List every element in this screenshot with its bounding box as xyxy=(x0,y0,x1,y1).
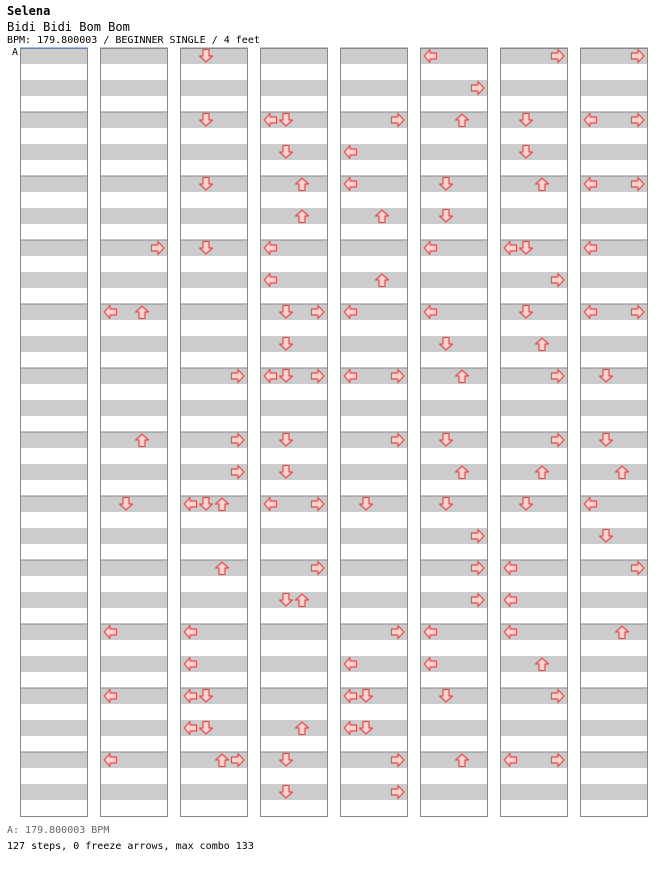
beat-band xyxy=(500,720,568,736)
beat-band xyxy=(260,208,328,224)
beat-band xyxy=(420,208,488,224)
beat-band xyxy=(420,112,488,128)
beat-band xyxy=(100,400,168,416)
beat-band xyxy=(500,656,568,672)
beat-band xyxy=(180,528,248,544)
beat-band xyxy=(20,688,88,704)
beat-band xyxy=(500,176,568,192)
beat-band xyxy=(100,560,168,576)
beat-band xyxy=(180,560,248,576)
beat-band xyxy=(20,656,88,672)
chart-column xyxy=(580,48,648,817)
beat-band xyxy=(20,528,88,544)
beat-band xyxy=(580,528,648,544)
beat-band xyxy=(180,304,248,320)
beat-band xyxy=(100,144,168,160)
beat-band xyxy=(260,528,328,544)
beat-band xyxy=(580,752,648,768)
song-meta: BPM: 179.800003 / BEGINNER SINGLE / 4 feet xyxy=(7,35,260,46)
beat-band xyxy=(340,592,408,608)
chart-column xyxy=(20,48,88,817)
beat-band xyxy=(260,336,328,352)
beat-band xyxy=(20,368,88,384)
beat-band xyxy=(420,272,488,288)
beat-band xyxy=(180,400,248,416)
beat-band xyxy=(500,528,568,544)
beat-band xyxy=(580,400,648,416)
beat-band xyxy=(580,720,648,736)
song-title: Bidi Bidi Bom Bom xyxy=(7,20,130,34)
beat-band xyxy=(100,336,168,352)
beat-band xyxy=(180,112,248,128)
beat-band xyxy=(500,336,568,352)
beat-band xyxy=(20,752,88,768)
beat-band xyxy=(500,784,568,800)
beat-band xyxy=(260,720,328,736)
beat-band xyxy=(260,176,328,192)
step-stats: 127 steps, 0 freeze arrows, max combo 133 xyxy=(7,841,254,852)
beat-band xyxy=(100,464,168,480)
beat-band xyxy=(580,272,648,288)
song-artist: Selena xyxy=(7,4,51,18)
beat-band xyxy=(20,720,88,736)
beat-band xyxy=(420,784,488,800)
chart-column xyxy=(260,48,328,817)
beat-band xyxy=(340,48,408,64)
beat-band xyxy=(20,176,88,192)
beat-band xyxy=(420,432,488,448)
beat-band xyxy=(500,208,568,224)
beat-band xyxy=(260,80,328,96)
beat-band xyxy=(20,400,88,416)
beat-band xyxy=(580,144,648,160)
beat-band xyxy=(420,144,488,160)
beat-band xyxy=(580,432,648,448)
beat-band xyxy=(340,560,408,576)
beat-band xyxy=(20,784,88,800)
beat-band xyxy=(420,752,488,768)
beat-band xyxy=(340,336,408,352)
beat-band xyxy=(180,272,248,288)
beat-band xyxy=(260,48,328,64)
beat-band xyxy=(100,528,168,544)
beat-band xyxy=(420,688,488,704)
beat-band xyxy=(100,432,168,448)
beat-band xyxy=(580,464,648,480)
beat-band xyxy=(180,336,248,352)
beat-band xyxy=(100,80,168,96)
beat-band xyxy=(260,592,328,608)
beat-band xyxy=(20,112,88,128)
beat-band xyxy=(420,464,488,480)
beat-band xyxy=(260,688,328,704)
beat-band xyxy=(340,240,408,256)
bpm-footer: A: 179.800003 BPM xyxy=(7,825,110,836)
beat-band xyxy=(260,144,328,160)
beat-band xyxy=(20,624,88,640)
beat-band xyxy=(580,368,648,384)
beat-band xyxy=(260,400,328,416)
beat-band xyxy=(500,112,568,128)
beat-band xyxy=(420,336,488,352)
beat-band xyxy=(20,272,88,288)
beat-band xyxy=(340,208,408,224)
beat-band xyxy=(20,592,88,608)
beat-band xyxy=(500,400,568,416)
beat-band xyxy=(20,560,88,576)
beat-band xyxy=(180,48,248,64)
beat-band xyxy=(20,304,88,320)
beat-band xyxy=(100,368,168,384)
beat-band xyxy=(340,496,408,512)
beat-band xyxy=(180,784,248,800)
beat-band xyxy=(180,208,248,224)
beat-band xyxy=(580,336,648,352)
beat-band xyxy=(500,496,568,512)
beat-band xyxy=(180,176,248,192)
beat-band xyxy=(100,208,168,224)
chart-column xyxy=(420,48,488,817)
beat-band xyxy=(100,176,168,192)
beat-band xyxy=(580,208,648,224)
beat-band xyxy=(100,112,168,128)
beat-band xyxy=(500,304,568,320)
beat-band xyxy=(260,752,328,768)
beat-band xyxy=(20,432,88,448)
beat-band xyxy=(420,400,488,416)
beat-band xyxy=(340,528,408,544)
beat-band xyxy=(20,144,88,160)
beat-band xyxy=(580,80,648,96)
beat-band xyxy=(100,784,168,800)
beat-band xyxy=(100,656,168,672)
beat-band xyxy=(340,400,408,416)
beat-band xyxy=(500,80,568,96)
beat-band xyxy=(180,592,248,608)
beat-band xyxy=(100,272,168,288)
beat-band xyxy=(580,592,648,608)
beat-band xyxy=(420,496,488,512)
beat-band xyxy=(180,240,248,256)
beat-band xyxy=(420,368,488,384)
beat-band xyxy=(180,144,248,160)
beat-band xyxy=(20,240,88,256)
beat-band xyxy=(20,496,88,512)
beat-band xyxy=(100,720,168,736)
beat-band xyxy=(20,208,88,224)
beat-band xyxy=(20,48,88,64)
beat-band xyxy=(100,592,168,608)
beat-band xyxy=(260,432,328,448)
beat-band xyxy=(580,656,648,672)
beat-band xyxy=(500,464,568,480)
beat-band xyxy=(580,688,648,704)
beat-band xyxy=(260,784,328,800)
beat-band xyxy=(580,784,648,800)
beat-band xyxy=(100,48,168,64)
beat-band xyxy=(580,624,648,640)
beat-band xyxy=(20,336,88,352)
bpm-marker: A xyxy=(12,47,19,58)
beat-band xyxy=(260,464,328,480)
beat-band xyxy=(340,80,408,96)
beat-band xyxy=(340,464,408,480)
beat-band xyxy=(180,80,248,96)
beat-band xyxy=(20,464,88,480)
beat-band xyxy=(20,80,88,96)
beat-band xyxy=(340,272,408,288)
beat-band xyxy=(100,496,168,512)
beat-band xyxy=(500,144,568,160)
beat-band xyxy=(420,176,488,192)
beat-band xyxy=(260,624,328,640)
beat-band xyxy=(420,720,488,736)
beat-band xyxy=(260,656,328,672)
